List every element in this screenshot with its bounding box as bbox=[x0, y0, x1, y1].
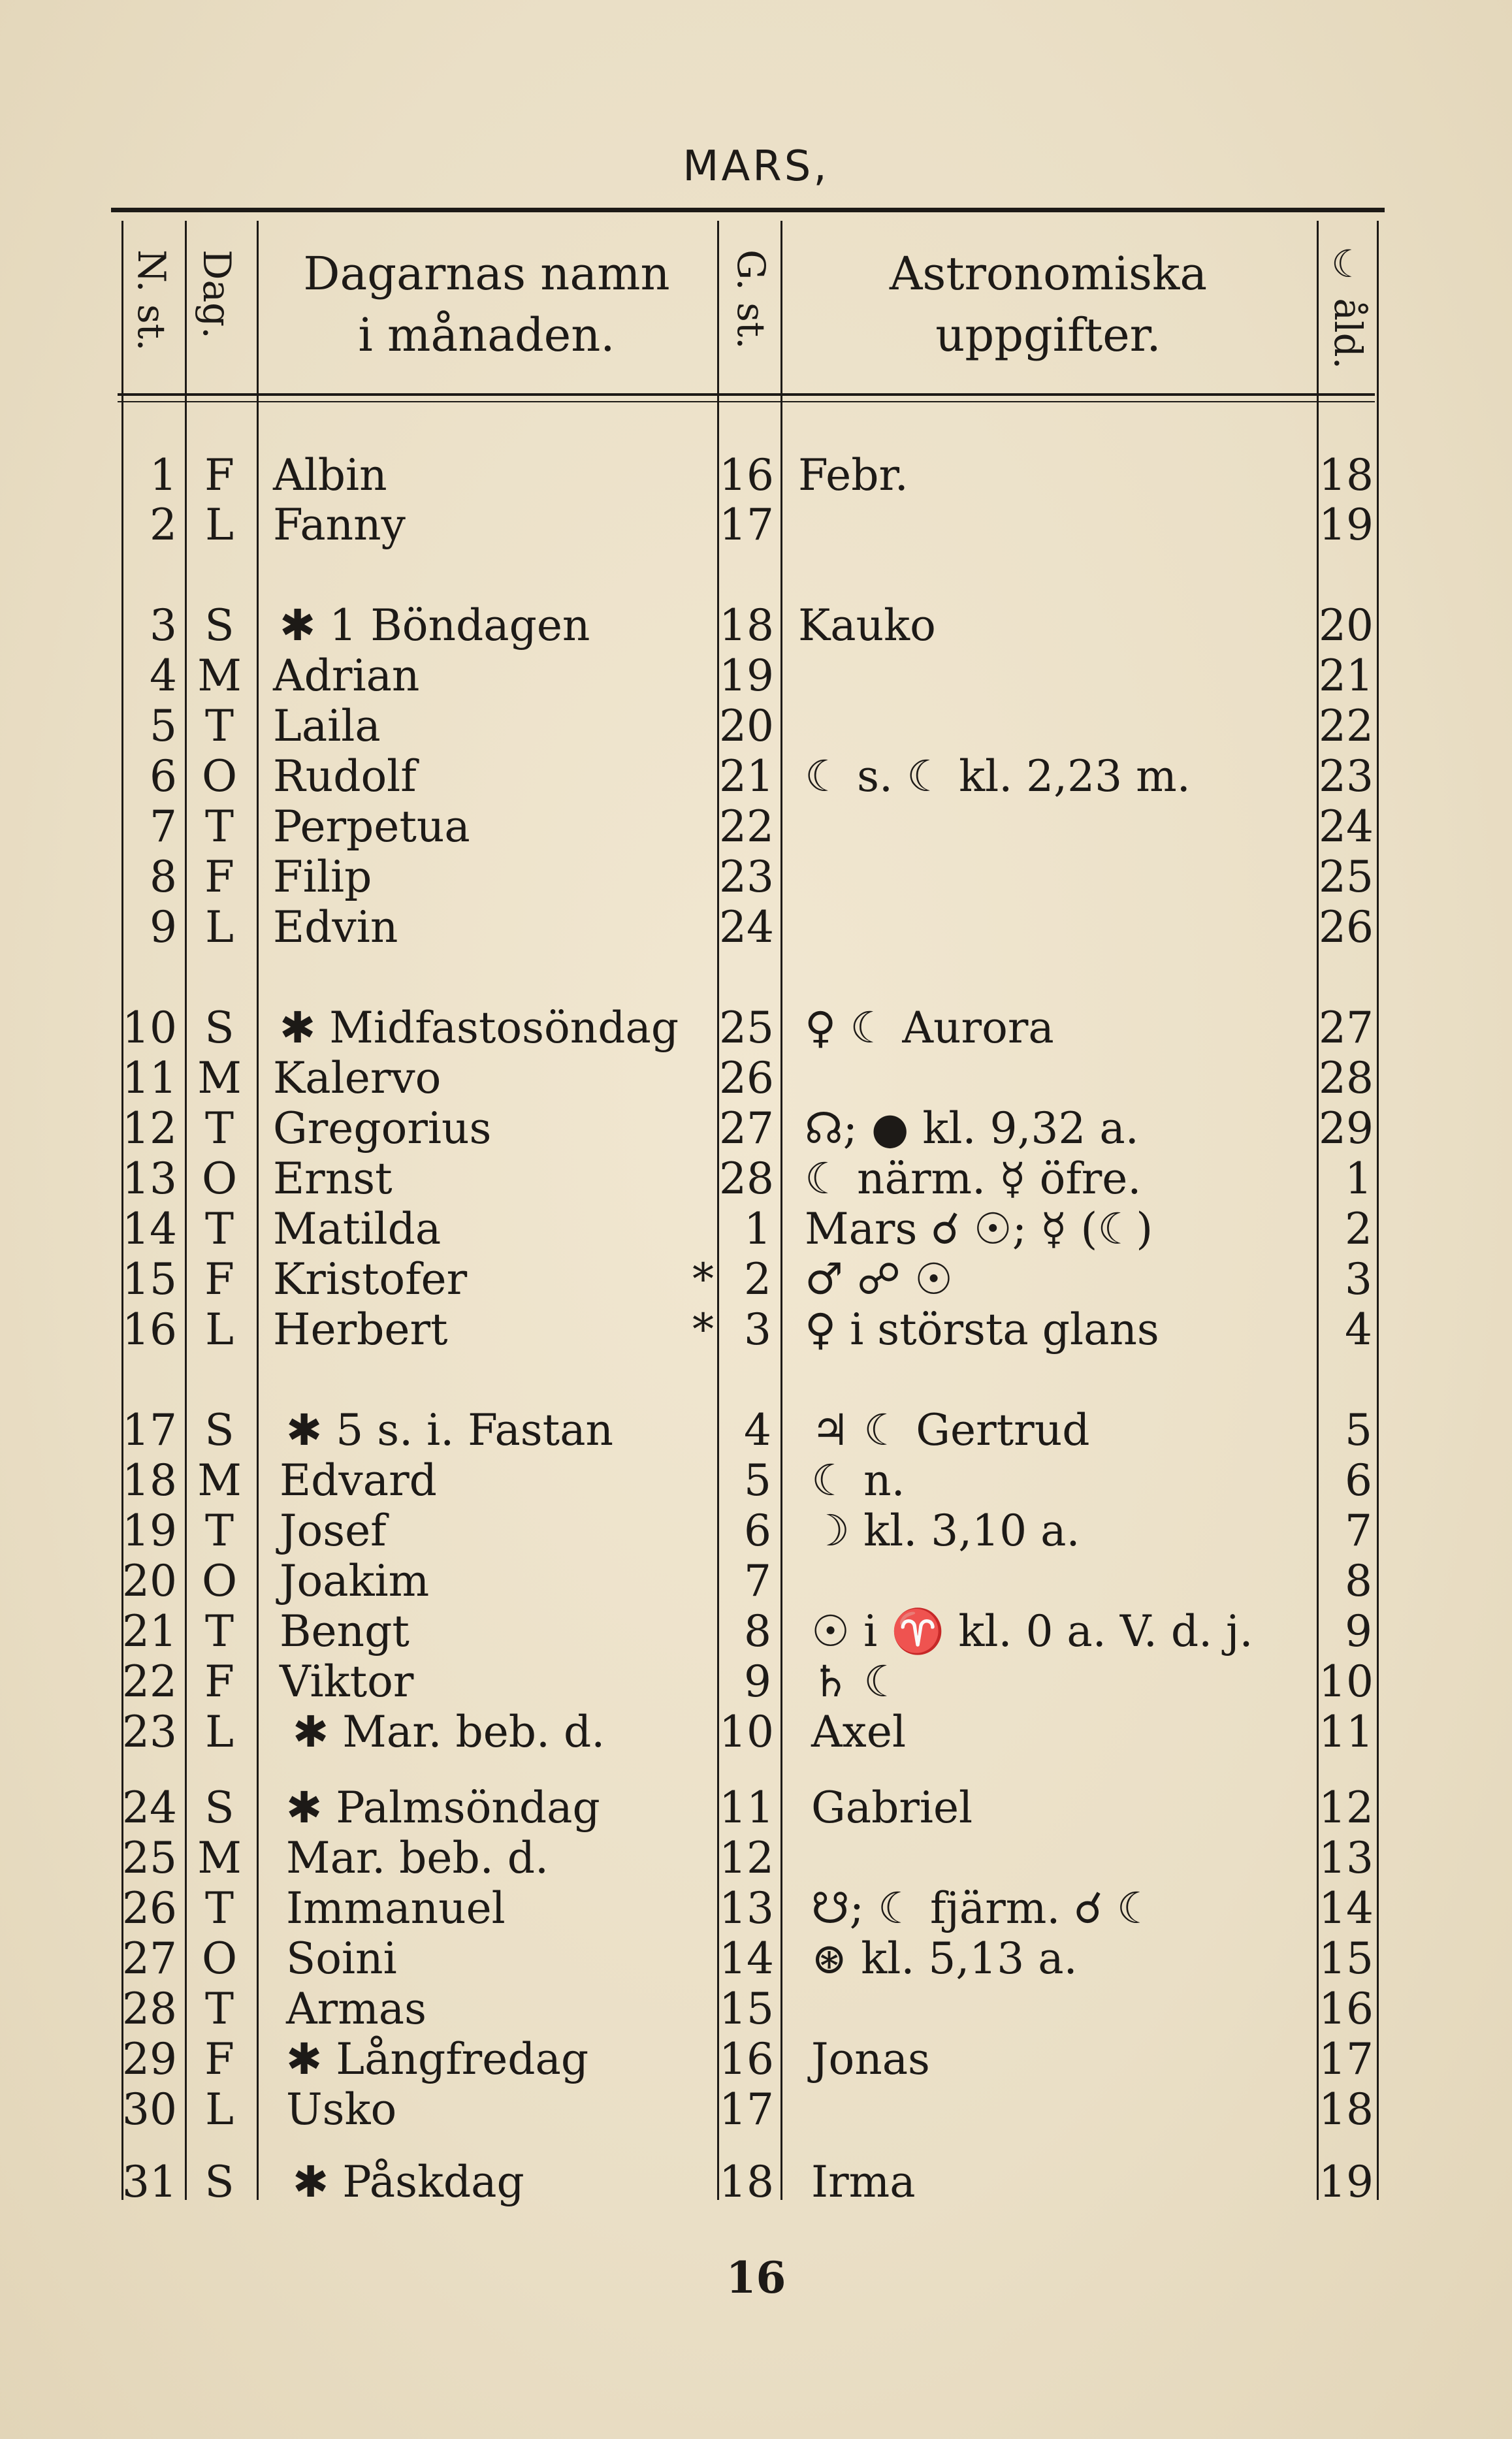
row-age: 24 bbox=[1319, 801, 1374, 852]
row-n: 7 bbox=[150, 801, 177, 852]
row-d: M bbox=[197, 651, 242, 701]
row-name: Edvin bbox=[273, 902, 398, 952]
row-d: L bbox=[205, 2084, 234, 2135]
row-name: Viktor bbox=[280, 1656, 414, 1707]
row-name: Usko bbox=[286, 2084, 397, 2135]
row-d: T bbox=[204, 701, 234, 751]
row-g: 5 bbox=[744, 1455, 771, 1506]
row-astro: ☋; ☾ fjärm. ☌ ☾ bbox=[811, 1883, 1155, 1933]
row-n: 15 bbox=[122, 1254, 177, 1304]
row-d: L bbox=[205, 500, 234, 550]
col-rule-5 bbox=[780, 221, 782, 2200]
row-d: T bbox=[204, 1984, 234, 2034]
col-rule-3 bbox=[257, 221, 259, 2200]
row-g: 16 bbox=[719, 450, 774, 500]
row-d: L bbox=[205, 1304, 234, 1355]
row-astro: Gabriel bbox=[811, 1783, 973, 1833]
row-g: 10 bbox=[719, 1707, 774, 1757]
row-age: 8 bbox=[1345, 1556, 1372, 1606]
row-d: O bbox=[201, 1933, 238, 1984]
row-name: Filip bbox=[273, 852, 372, 902]
row-d: S bbox=[204, 1003, 234, 1053]
row-g: 3 bbox=[744, 1304, 771, 1355]
row-g: 25 bbox=[719, 1003, 774, 1053]
row-astro: ♃ ☾ Gertrud bbox=[811, 1405, 1090, 1455]
row-n: 4 bbox=[150, 651, 177, 701]
row-n: 16 bbox=[122, 1304, 177, 1355]
header-names-line1: Dagarnas namn bbox=[303, 247, 670, 300]
header-names bbox=[261, 243, 712, 366]
row-name: Josef bbox=[280, 1506, 387, 1556]
row-d: T bbox=[204, 801, 234, 852]
row-d: S bbox=[204, 600, 234, 651]
row-g: 19 bbox=[719, 651, 774, 701]
row-age: 9 bbox=[1345, 1606, 1372, 1656]
row-astro: ♀ ☾ Aurora bbox=[805, 1003, 1054, 1053]
row-d: T bbox=[204, 1103, 234, 1154]
row-n: 19 bbox=[122, 1506, 177, 1556]
header-rule-top bbox=[111, 208, 1385, 212]
row-age: 4 bbox=[1345, 1304, 1372, 1355]
row-astro: Irma bbox=[811, 2157, 916, 2207]
row-g: 24 bbox=[719, 902, 774, 952]
row-name: ✱ Palmsöndag bbox=[286, 1783, 600, 1833]
row-star: * bbox=[692, 1304, 714, 1355]
row-age: 19 bbox=[1319, 2157, 1374, 2207]
row-name: Albin bbox=[273, 450, 387, 500]
row-age: 10 bbox=[1319, 1656, 1374, 1707]
row-name: Immanuel bbox=[286, 1883, 506, 1933]
row-g: 22 bbox=[719, 801, 774, 852]
row-g: 1 bbox=[744, 1204, 771, 1254]
row-name: Laila bbox=[273, 701, 381, 751]
row-age: 18 bbox=[1319, 450, 1374, 500]
row-n: 13 bbox=[122, 1154, 177, 1204]
row-name: Bengt bbox=[280, 1606, 410, 1656]
row-d: L bbox=[205, 1707, 234, 1757]
row-name: ✱ 5 s. i. Fastan bbox=[286, 1405, 614, 1455]
row-n: 24 bbox=[122, 1783, 177, 1833]
row-n: 2 bbox=[150, 500, 177, 550]
row-age: 22 bbox=[1319, 701, 1374, 751]
row-name: Ernst bbox=[273, 1154, 393, 1204]
row-n: 21 bbox=[122, 1606, 177, 1656]
row-astro: ♄ ☾ bbox=[811, 1656, 903, 1707]
row-g: 17 bbox=[719, 2084, 774, 2135]
row-age: 17 bbox=[1319, 2034, 1374, 2084]
header-rule-bottom bbox=[118, 393, 1375, 396]
row-age: 20 bbox=[1319, 600, 1374, 651]
row-g: 13 bbox=[719, 1883, 774, 1933]
row-age: 1 bbox=[1345, 1154, 1372, 1204]
row-age: 16 bbox=[1319, 1984, 1374, 2034]
row-astro: ♀ i största glans bbox=[805, 1304, 1159, 1355]
row-n: 20 bbox=[122, 1556, 177, 1606]
row-name: Herbert bbox=[273, 1304, 448, 1355]
row-astro: Jonas bbox=[811, 2034, 930, 2084]
header-g-st: G. st. bbox=[729, 250, 773, 349]
row-age: 27 bbox=[1319, 1003, 1374, 1053]
row-age: 19 bbox=[1319, 500, 1374, 550]
row-n: 10 bbox=[122, 1003, 177, 1053]
row-d: F bbox=[204, 450, 234, 500]
row-g: 26 bbox=[719, 1053, 774, 1103]
row-name: ✱ Påskdag bbox=[293, 2157, 524, 2207]
row-d: S bbox=[204, 1783, 234, 1833]
row-g: 16 bbox=[719, 2034, 774, 2084]
header-astro bbox=[787, 243, 1310, 366]
row-n: 18 bbox=[122, 1455, 177, 1506]
row-d: S bbox=[204, 1405, 234, 1455]
header-rule-bottom-2 bbox=[118, 401, 1375, 402]
row-age: 11 bbox=[1319, 1707, 1374, 1757]
row-name: ✱ Midfastosöndag bbox=[280, 1003, 679, 1053]
row-astro: Mars ☌ ☉; ☿ (☾) bbox=[805, 1204, 1153, 1254]
row-g: 14 bbox=[719, 1933, 774, 1984]
header-astro-line1: Astronomiska bbox=[889, 247, 1208, 300]
row-g: 11 bbox=[719, 1783, 774, 1833]
row-g: 8 bbox=[744, 1606, 771, 1656]
row-name: ✱ Långfredag bbox=[286, 2034, 589, 2084]
row-n: 28 bbox=[122, 1984, 177, 2034]
row-n: 8 bbox=[150, 852, 177, 902]
row-n: 30 bbox=[122, 2084, 177, 2135]
row-g: 28 bbox=[719, 1154, 774, 1204]
row-g: 6 bbox=[744, 1506, 771, 1556]
col-rule-7 bbox=[1377, 221, 1379, 2200]
row-name: Fanny bbox=[273, 500, 406, 550]
row-astro: ☉ i ♈ kl. 0 a. V. d. j. bbox=[811, 1606, 1253, 1656]
row-n: 25 bbox=[122, 1833, 177, 1883]
row-d: F bbox=[204, 2034, 234, 2084]
row-name: Rudolf bbox=[273, 751, 417, 801]
row-astro: Axel bbox=[811, 1707, 907, 1757]
row-n: 14 bbox=[122, 1204, 177, 1254]
row-d: T bbox=[204, 1506, 234, 1556]
row-age: 18 bbox=[1319, 2084, 1374, 2135]
row-n: 31 bbox=[122, 2157, 177, 2207]
row-g: 7 bbox=[744, 1556, 771, 1606]
row-age: 2 bbox=[1345, 1204, 1372, 1254]
row-astro: ☾ n. bbox=[811, 1455, 905, 1506]
row-n: 23 bbox=[122, 1707, 177, 1757]
header-moon-age: ☾ åld. bbox=[1326, 242, 1370, 370]
row-age: 12 bbox=[1319, 1783, 1374, 1833]
row-d: F bbox=[204, 852, 234, 902]
row-d: T bbox=[204, 1204, 234, 1254]
header-dag: Dag. bbox=[195, 250, 239, 339]
row-d: M bbox=[197, 1053, 242, 1103]
row-age: 5 bbox=[1345, 1405, 1372, 1455]
row-astro: ☽ kl. 3,10 a. bbox=[811, 1506, 1080, 1556]
row-astro: ⊛ kl. 5,13 a. bbox=[811, 1933, 1078, 1984]
row-d: O bbox=[201, 1154, 238, 1204]
row-age: 25 bbox=[1319, 852, 1374, 902]
header-names-line2: i månaden. bbox=[358, 308, 615, 362]
row-name: Matilda bbox=[273, 1204, 442, 1254]
row-d: O bbox=[201, 1556, 238, 1606]
row-n: 17 bbox=[122, 1405, 177, 1455]
row-name: Mar. beb. d. bbox=[286, 1833, 549, 1883]
row-name: Kristofer bbox=[273, 1254, 468, 1304]
row-g: 18 bbox=[719, 2157, 774, 2207]
row-d: T bbox=[204, 1606, 234, 1656]
row-g: 9 bbox=[744, 1656, 771, 1707]
row-name: Soini bbox=[286, 1933, 397, 1984]
row-n: 22 bbox=[122, 1656, 177, 1707]
row-age: 13 bbox=[1319, 1833, 1374, 1883]
row-name: Edvard bbox=[280, 1455, 437, 1506]
row-astro: ♂ ☍ ☉ bbox=[805, 1254, 954, 1304]
row-g: 4 bbox=[744, 1405, 771, 1455]
header-astro-line2: uppgifter. bbox=[935, 308, 1161, 362]
row-d: M bbox=[197, 1833, 242, 1883]
row-g: 21 bbox=[719, 751, 774, 801]
row-astro: ☊; ● kl. 9,32 a. bbox=[805, 1103, 1139, 1154]
row-g: 12 bbox=[719, 1833, 774, 1883]
row-age: 28 bbox=[1319, 1053, 1374, 1103]
row-age: 15 bbox=[1319, 1933, 1374, 1984]
row-n: 27 bbox=[122, 1933, 177, 1984]
row-g: 23 bbox=[719, 852, 774, 902]
row-name: Joakim bbox=[280, 1556, 430, 1606]
row-d: M bbox=[197, 1455, 242, 1506]
row-g: 18 bbox=[719, 600, 774, 651]
row-g: 15 bbox=[719, 1984, 774, 2034]
row-name: Gregorius bbox=[273, 1103, 492, 1154]
row-age: 26 bbox=[1319, 902, 1374, 952]
row-n: 3 bbox=[150, 600, 177, 651]
row-astro: ☾ s. ☾ kl. 2,23 m. bbox=[805, 751, 1191, 801]
row-d: T bbox=[204, 1883, 234, 1933]
row-g: 17 bbox=[719, 500, 774, 550]
row-n: 6 bbox=[150, 751, 177, 801]
row-age: 23 bbox=[1319, 751, 1374, 801]
row-n: 11 bbox=[122, 1053, 177, 1103]
row-d: F bbox=[204, 1656, 234, 1707]
page-number: 16 bbox=[726, 2252, 786, 2303]
month-title: MARS, bbox=[683, 142, 829, 191]
row-name: ✱ 1 Böndagen bbox=[280, 600, 590, 651]
row-age: 21 bbox=[1319, 651, 1374, 701]
row-g: 2 bbox=[744, 1254, 771, 1304]
row-age: 29 bbox=[1319, 1103, 1374, 1154]
row-name: Adrian bbox=[273, 651, 420, 701]
row-d: S bbox=[204, 2157, 234, 2207]
row-n: 9 bbox=[150, 902, 177, 952]
row-n: 1 bbox=[150, 450, 177, 500]
row-n: 12 bbox=[122, 1103, 177, 1154]
row-g: 27 bbox=[719, 1103, 774, 1154]
row-name: Armas bbox=[286, 1984, 427, 2034]
row-name: Kalervo bbox=[273, 1053, 442, 1103]
row-name: Perpetua bbox=[273, 801, 470, 852]
row-g: 20 bbox=[719, 701, 774, 751]
row-astro: Kauko bbox=[798, 600, 936, 651]
row-star: * bbox=[692, 1254, 714, 1304]
row-n: 5 bbox=[150, 701, 177, 751]
row-age: 6 bbox=[1345, 1455, 1372, 1506]
row-astro: Febr. bbox=[798, 450, 909, 500]
row-astro: ☾ närm. ☿ öfre. bbox=[805, 1154, 1142, 1204]
header-n-st: N. st. bbox=[129, 250, 174, 351]
row-age: 7 bbox=[1345, 1506, 1372, 1556]
row-d: O bbox=[201, 751, 238, 801]
row-n: 26 bbox=[122, 1883, 177, 1933]
row-n: 29 bbox=[122, 2034, 177, 2084]
row-d: L bbox=[205, 902, 234, 952]
row-age: 14 bbox=[1319, 1883, 1374, 1933]
row-name: ✱ Mar. beb. d. bbox=[293, 1707, 605, 1757]
row-d: F bbox=[204, 1254, 234, 1304]
row-age: 3 bbox=[1345, 1254, 1372, 1304]
